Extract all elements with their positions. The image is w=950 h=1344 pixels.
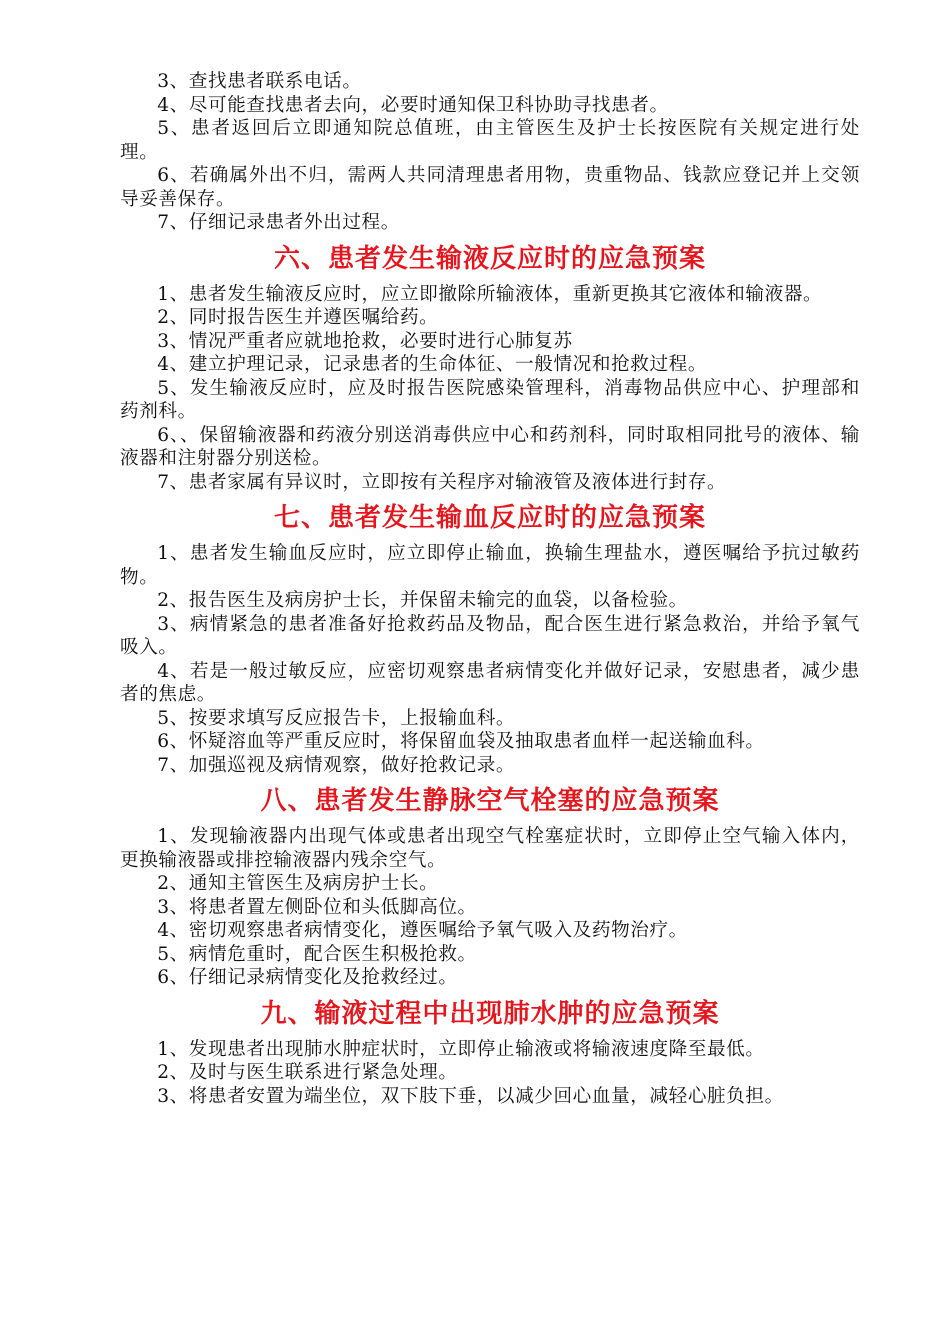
section-heading: 七、患者发生输血反应时的应急预案 [273,503,706,533]
paragraph: 5、患者返回后立即通知院总值班，由主管医生及护士长按医院有关规定进行处理。 [120,118,860,163]
section-heading: 八、患者发生静脉空气栓塞的应急预案 [260,786,720,816]
paragraph: 4、若是一般过敏反应，应密切观察患者病情变化并做好记录，安慰患者，减少患者的焦虑。 [120,660,860,705]
paragraph: 7、仔细记录患者外出过程。 [157,212,400,233]
paragraph: 6、、保留输液器和药液分别送消毒供应中心和药剂科，同时取相同批号的液体、输液器和注射器分别送检。 [120,424,860,469]
paragraph: 7、患者家属有异议时，立即按有关程序对输液管及液体进行封存。 [157,471,727,493]
section-heading: 六、患者发生输液反应时的应急预案 [273,243,706,274]
paragraph: 6、仔细记录病情变化及抢救经过。 [157,967,458,988]
paragraph: 1、患者发生输血反应时，应立即停止输血，换输生理盐水，遵医嘱给予抗过敏药物。 [120,543,860,588]
section-infusion-reaction [120,244,860,495]
paragraph: 4、尽可能查找患者去向，必要时通知保卫科协助寻找患者。 [157,94,669,116]
paragraph: 1、患者发生输液反应时，应立即撤除所输液体，重新更换其它液体和输液器。 [157,283,823,305]
paragraph: 3、将患者置左侧卧位和头低脚高位。 [157,896,477,918]
paragraph: 3、情况严重者应就地抢救，必要时进行心肺复苏 [157,330,573,352]
paragraph: 6、若确属外出不归，需两人共同清理患者用物，贵重物品、钱款应登记并上交领导妥善保存。 [120,165,860,210]
paragraph: 2、报告医生及病房护士长，并保留未输完的血袋，以备检验。 [157,590,688,611]
paragraph: 7、加强巡视及病情观察，做好抢救记录。 [157,754,516,776]
paragraph: 2、通知主管医生及病房护士长。 [157,873,439,894]
paragraph: 4、建立护理记录，记录患者的生命体征、一般情况和抢救过程。 [157,354,708,375]
paragraph: 2、同时报告医生并遵医嘱给药。 [157,307,439,328]
paragraph: 4、密切观察患者病情变化，遵医嘱给予氧气吸入及药物治疗。 [157,920,688,941]
paragraph: 5、按要求填写反应报告卡，上报输血科。 [157,707,516,729]
paragraph: 3、将患者安置为端坐位，双下肢下垂，以减少回心血量，减轻心脏负担。 [157,1085,784,1107]
section-pulmonary-edema [120,999,860,1109]
intro-block [120,70,860,235]
document-body [120,70,860,1108]
paragraph: 6、怀疑溶血等严重反应时，将保留血袋及抽取患者血样一起送输血科。 [157,731,765,752]
paragraph: 5、病情危重时，配合医生积极抢救。 [157,943,477,965]
paragraph: 3、查找患者联系电话。 [157,71,362,92]
paragraph: 1、发现患者出现肺水肿症状时，立即停止输液或将输液速度降至最低。 [157,1038,765,1060]
paragraph: 5、发生输液反应时，应及时报告医院感染管理科，消毒物品供应中心、护理部和药剂科。 [120,377,860,422]
paragraph: 2、及时与医生联系进行紧急处理。 [157,1062,458,1083]
section-heading: 九、输液过程中出现肺水肿的应急预案 [260,998,720,1029]
section-air-embolism [120,786,860,990]
paragraph: 3、病情紧急的患者准备好抢救药品及物品，配合医生进行紧急救治，并给予氧气吸入。 [120,613,860,658]
paragraph: 1、发现输液器内出现气体或患者出现空气栓塞症状时，立即停止空气输入体内，更换输液器或排控输液器内残余空气。 [120,826,860,871]
section-transfusion-reaction [120,503,860,777]
